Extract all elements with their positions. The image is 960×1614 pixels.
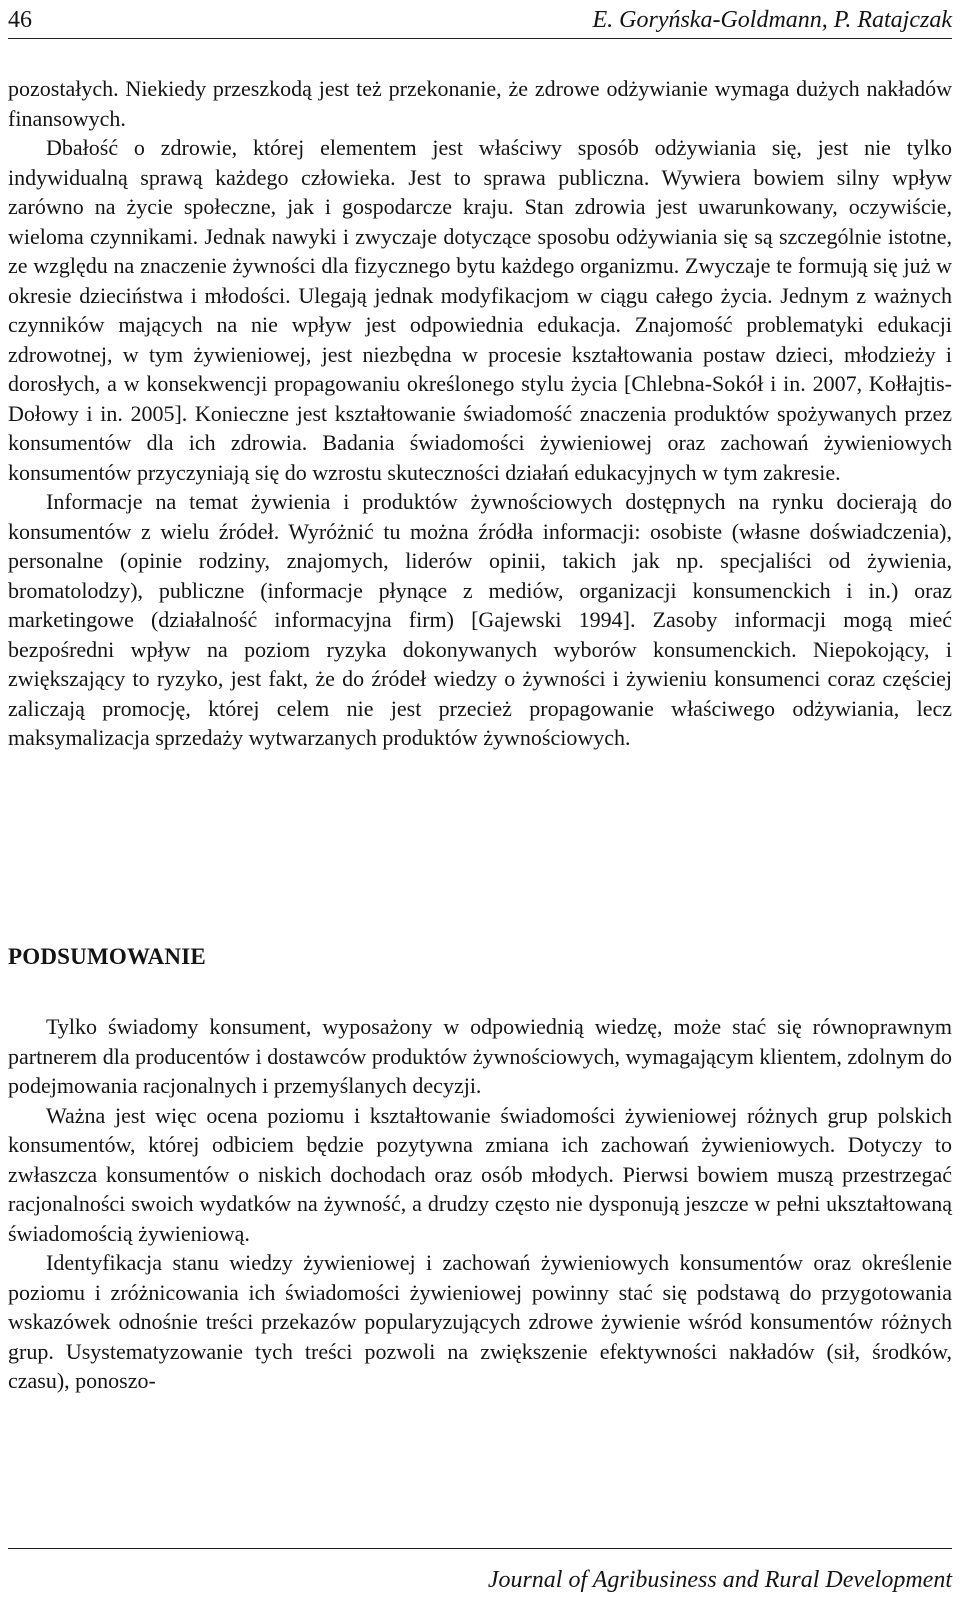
- summary-text: [8, 1012, 952, 1396]
- paragraph: Identyfikacja stanu wiedzy żywieniowej i zachowań żywieniowych konsumentów oraz określenie poziomu i zróżnicowania ich świadomości żywieniowej powinny stać się podstawą do przygotowania wskazówek odnośnie treści przekazów popularyzujących zdrowe żywienie wśród konsumentów różnych grup. Usystematyzowanie tych treści pozwoli na zwiększenie efektywności nakładów (sił, środków, czasu), ponoszo-: [8, 1250, 952, 1393]
- paragraph: Ważna jest więc ocena poziomu i kształtowanie świadomości żywieniowej różnych grup polskich konsumentów, której odbiciem będzie pozytywna zmiana ich zachowań żywieniowych. Dotyczy to zwłaszcza konsumentów o niskich dochodach oraz osób młodych. Pierwsi bowiem muszą przestrzegać racjonalności swoich wydatków na żywność, a drudzy często nie dysponują jeszcze w pełni ukształtowaną świadomością żywieniową.: [8, 1102, 952, 1246]
- header-rule: [8, 38, 952, 39]
- paragraph: Dbałość o zdrowie, której elementem jest właściwy sposób odżywiania się, jest nie tylko indywidualną sprawą każdego człowieka. Jest to sprawa publiczna. Wywiera bowiem silny wpływ zarówno na życie społeczne, jak i gospodarcze kraju. Stan zdrowia jest uwarunkowany, oczywiście, wieloma czynnikami. Jednak nawyki i zwyczaje dotyczące sposobu odżywiania się są szczególnie istotne, ze względu na znaczenie żywności dla fizycznego bytu każdego organizmu. Zwyczaje te formują się już w okresie dzieciństwa i młodości. Ulegają jednak modyfikacjom w ciągu całego życia. Jednym z ważnych czynników mających na nie wpływ jest odpowiednia edukacja. Znajomość problematyki edukacji zdrowotnej, w tym żywieniowej, jest niezbędna w procesie kształtowania postaw dzieci, młodzieży i dorosłych, a w konsekwencji propagowaniu określonego stylu życia [Chlebna-Sokół i in. 2007, Kołłajtis-Dołowy i in. 2005]. Konieczne jest kształtowanie świadomość znaczenia produktów spożywanych przez konsumentów dla ich zdrowia. Badania świadomości żywieniowej oraz zachowań żywieniowych konsumentów przyczyniają się do wzrostu skuteczności działań edukacyjnych w tym zakresie.: [8, 135, 952, 485]
- footer-rule: [8, 1548, 952, 1549]
- paragraph: pozostałych. Niekiedy przeszkodą jest też przekonanie, że zdrowe odżywianie wymaga dużych nakładów finansowych.: [8, 76, 952, 131]
- journal-name: Journal of Agribusiness and Rural Development: [487, 1567, 952, 1593]
- section-heading-summary: PODSUMOWANIE: [8, 944, 206, 969]
- paragraph: Tylko świadomy konsument, wyposażony w odpowiednią wiedzę, może stać się równoprawnym partnerem dla producentów i dostawców produktów żywnościowych, wymagającym klientem, zdolnym do podejmowania racjonalnych i przemyślanych decyzji.: [8, 1014, 952, 1098]
- body-text: [8, 74, 952, 753]
- page-header: [0, 0, 960, 44]
- running-head-authors: E. Goryńska-Goldmann, P. Ratajczak: [592, 7, 952, 33]
- paragraph: Informacje na temat żywienia i produktów żywnościowych dostępnych na rynku docierają do konsumentów z wielu źródeł. Wyróżnić tu można źródła informacji: osobiste (własne doświadczenia), personalne (opinie rodziny, znajomych, liderów opinii, takich jak np. specjaliści od żywienia, bromatolodzy), publiczne (informacje płynące z mediów, organizacji konsumenckich i in.) oraz marketingowe (działalność informacyjna firm) [Gajewski 1994]. Zasoby informacji mogą mieć bezpośredni wpływ na poziom ryzyka dokonywanych wyborów konsumenckich. Niepokojący, i zwiększający to ryzyko, jest fakt, że do źródeł wiedzy o żywności i żywieniu konsumenci coraz częściej zaliczają promocję, której celem nie jest przecież propagowanie właściwego odżywiania, lecz maksymalizacja sprzedaży wytwarzanych produktów żywnościowych.: [8, 489, 952, 750]
- page-number: 46: [8, 7, 32, 33]
